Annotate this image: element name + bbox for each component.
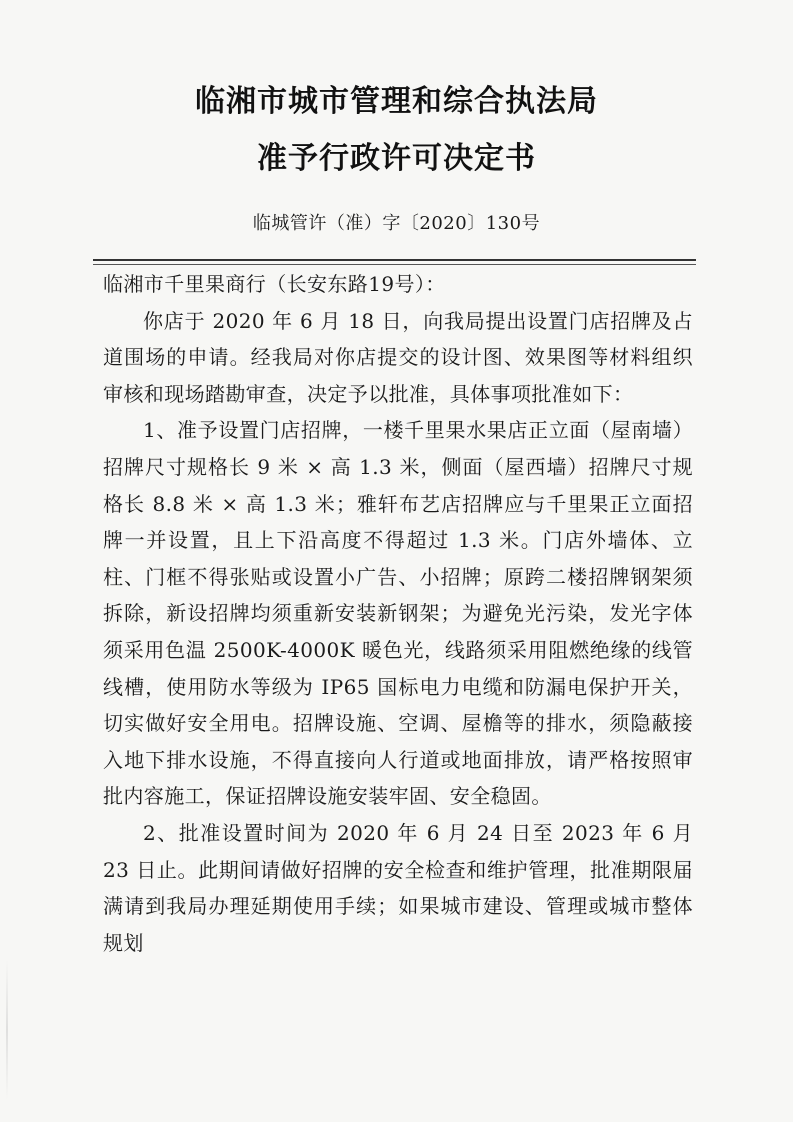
document-body <box>103 266 693 961</box>
issuing-authority-title: 临湘市城市管理和综合执法局 <box>195 84 598 119</box>
approval-item-2: 2、批准设置时间为 2020 年 6 月 24 日至 2023 年 6 月 23 日止。此期间请做好招牌的安全检查和维护管理，批准期限届满请到我局办理延期使用手续；如果城市建设、管理或城市整体规划 <box>103 820 693 955</box>
approval-item-1: 1、准予设置门店招牌，一楼千里果水果店正立面（屋南墙）招牌尺寸规格长 9 米 × 高 1.3 米，侧面（屋西墙）招牌尺寸规格长 8.8 米 × 高 1.3 米；雅轩布艺店招牌应与千里果正立面招牌一并设置，且上下沿高度不得超过 1.3 米。门店外墙体、立柱、门框不得张贴或设置小广告、小招牌；原跨二楼招牌钢架须拆除，新设招牌均须重新安装新钢架；为避免光污染，发光字体须采用色温 2500K-4000K 暖色光，线路须采用阻燃绝缘的线管线槽，使用防水等级为 IP65 国标电力电缆和防漏电保护开关，切实做好安全用电。招牌设施、空调、屋檐等的排水，须隐蔽接入地下排水设施，不得直接向人行道或地面排放，请严格按照审批内容施工，保证招牌设施安装牢固、安全稳固。 <box>103 418 693 809</box>
header-divider <box>93 259 696 261</box>
scan-margin-mark <box>6 960 8 1100</box>
document-number: 临城管许（准）字〔2020〕130号 <box>252 213 541 234</box>
header-divider-thin <box>93 264 696 265</box>
addressee: 临湘市千里果商行（长安东路19号）： <box>103 272 446 296</box>
document-type-title: 准予行政许可决定书 <box>257 141 536 176</box>
intro-paragraph: 你店于 2020 年 6 月 18 日，向我局提出设置门店招牌及占道围场的申请。经我局对你店提交的设计图、效果图等材料组织审核和现场踏勘审查，决定予以批准，具体事项批准如下： <box>103 308 693 406</box>
